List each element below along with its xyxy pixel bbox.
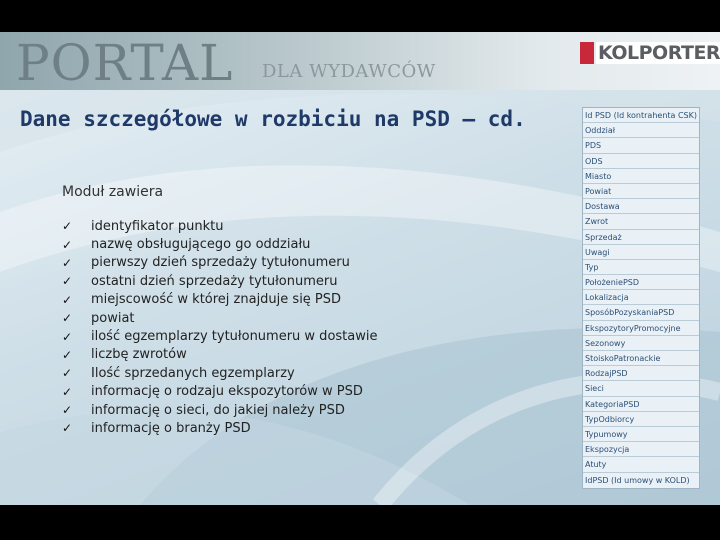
list-item-text: pierwszy dzień sprzedaży tytułonumeru <box>91 255 350 271</box>
bullet-list <box>62 217 377 438</box>
checkmark-icon: ✓ <box>62 384 73 399</box>
list-item <box>62 272 377 290</box>
list-item-text: ilość egzemplarzy tytułonumeru w dostawie <box>91 329 378 345</box>
checkmark-icon: ✓ <box>62 347 73 362</box>
kolporter-logo-mark <box>580 42 594 64</box>
list-item <box>62 254 377 272</box>
slide <box>0 32 720 505</box>
table-row: PDS <box>583 138 699 153</box>
checkmark-icon: ✓ <box>62 311 73 326</box>
slide-subtitle: Moduł zawiera <box>62 184 164 200</box>
table-row: Sieci <box>583 381 699 396</box>
table-row: Sprzedaż <box>583 230 699 245</box>
table-row: RodzajPSD <box>583 366 699 381</box>
list-item-text: powiat <box>91 310 135 326</box>
table-row: Powiat <box>583 184 699 199</box>
header-band <box>0 32 720 90</box>
list-item-text: miejscowość w której znajduje się PSD <box>91 292 342 308</box>
table-row: Miasto <box>583 169 699 184</box>
table-row: Sezonowy <box>583 336 699 351</box>
table-row: ODS <box>583 154 699 169</box>
table-row: Ekspozycja <box>583 442 699 457</box>
checkmark-icon: ✓ <box>62 421 73 436</box>
list-item-text: Ilość sprzedanych egzemplarzy <box>91 365 295 381</box>
table-row: EkspozytoryPromocyjne <box>583 321 699 336</box>
list-item <box>62 346 377 364</box>
list-item-text: ostatni dzień sprzedaży tytułonumeru <box>91 273 338 289</box>
list-item <box>62 309 377 327</box>
table-row: IdPSD (Id umowy w KOLD) <box>585 475 690 485</box>
list-item-text: informację o sieci, do jakiej należy PSD <box>91 402 345 418</box>
list-item-text: identyfikator punktu <box>91 218 224 234</box>
list-item <box>62 419 377 437</box>
checkmark-icon: ✓ <box>62 329 73 344</box>
field-list-table <box>582 107 700 489</box>
list-item <box>62 401 377 419</box>
table-row: TypOdbiorcy <box>583 412 699 427</box>
list-item <box>62 383 377 401</box>
checkmark-icon: ✓ <box>62 255 73 270</box>
portal-logo-text: PORTAL <box>16 34 234 92</box>
checkmark-icon: ✓ <box>62 366 73 381</box>
table-row: Dostawa <box>583 199 699 214</box>
list-item <box>62 364 377 382</box>
checkmark-icon: ✓ <box>62 219 73 234</box>
list-item-text: nazwę obsługującego go oddziału <box>91 237 311 253</box>
list-item <box>62 217 377 235</box>
list-item-text: informację o rodzaju ekspozytorów w PSD <box>91 384 363 400</box>
checkmark-icon: ✓ <box>62 403 73 418</box>
list-item-text: liczbę zwrotów <box>91 347 187 363</box>
list-item <box>62 327 377 345</box>
table-row: Uwagi <box>583 245 699 260</box>
table-row: Typumowy <box>583 427 699 442</box>
table-row: Atuty <box>583 457 699 472</box>
table-row: StoiskoPatronackie <box>583 351 699 366</box>
kolporter-logo <box>580 41 720 65</box>
table-row: Id PSD (Id kontrahenta CSK) <box>583 108 699 123</box>
checkmark-icon: ✓ <box>62 292 73 307</box>
list-item-text: informację o branży PSD <box>91 420 251 436</box>
table-row: Zwrot <box>583 214 699 229</box>
checkmark-icon: ✓ <box>62 237 73 252</box>
list-item <box>62 291 377 309</box>
table-row: PołożeniePSD <box>583 275 699 290</box>
kolporter-logo-text: KOLPORTER <box>596 42 720 64</box>
table-row: KategoriaPSD <box>583 397 699 412</box>
table-row: Oddział <box>583 123 699 138</box>
portal-logo-subtitle: DLA WYDAWCÓW <box>262 61 436 82</box>
list-item <box>62 235 377 253</box>
slide-title: Dane szczegółowe w rozbiciu na PSD – cd. <box>20 107 526 131</box>
table-row: Lokalizacja <box>583 290 699 305</box>
checkmark-icon: ✓ <box>62 274 73 289</box>
table-row: SposóbPozyskaniaPSD <box>583 305 699 320</box>
table-row: Typ <box>583 260 699 275</box>
